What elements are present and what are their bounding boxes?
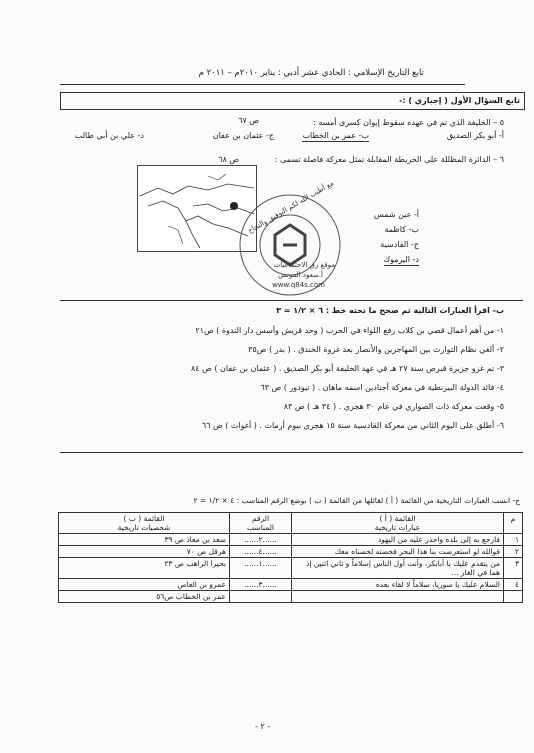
row-answer: ......٣...... — [230, 579, 292, 591]
partc-heading: ج- انسب العبارات التاريخية من القائمة ( أ ) لقائلها من القائمة ( ب ) بوضع الرقم المناسب : ٤ × ١/٢ = ٢ — [193, 496, 520, 505]
q5-option-b: ب- عمر بن الخطاب — [302, 131, 369, 140]
partc-divider — [60, 452, 523, 453]
col-header-list-b: القائمة ( ب ) شخصيات تاريخية — [59, 513, 230, 534]
partb-item-6: ٦- أطلق على اليوم الثاني من معركة القادسية سنة ١٥ هجري بيوم أرماث . ( أغواث ) ص ٦٦ — [201, 421, 504, 430]
table-row — [59, 579, 523, 591]
stamp-line-4: www.q84s.com — [272, 281, 325, 289]
row-answer: ......٢...... — [230, 534, 292, 546]
stamp-line-3: أ.سعود المونس — [278, 271, 323, 279]
partb-item-4: ٤- قائد الدولة البيزنطية في معركة أجنادين اسمه ماهان . ( تيودور ) ص ٦٣ — [260, 383, 504, 392]
table-row — [59, 534, 523, 546]
q6-option-b: ب- كاظمة — [384, 225, 419, 234]
row-index: ٤ — [504, 579, 523, 591]
q5-text: ٥ – الخليفة الذي تم في عهده سقوط إيوان كسرى أمسه : — [313, 118, 504, 127]
section-divider — [60, 300, 523, 301]
partb-heading: ب- اقرأ العبارات التالية ثم صحح ما تحته خط : ٦ × ١/٢ = ٣ — [276, 306, 504, 315]
page-header-title: تابع التاريخ الإسلامي : الحادي عشر أدبي : يناير ٢٠١٠م – ٢٠١١ م — [198, 68, 424, 78]
website-stamp — [235, 179, 345, 300]
table-row — [59, 546, 523, 558]
q5-page: ص ٦٧ — [238, 116, 259, 125]
stamp-line-2: موقع رق الاجتماعيات — [273, 261, 335, 269]
col-header-m: م — [504, 513, 523, 534]
header-rule — [60, 84, 465, 85]
q6-option-c: ج- القادسية — [380, 240, 419, 249]
row-person: بحيرا الراهب ص ٢٣ — [59, 558, 230, 579]
q6-option-d: د- اليرموك — [383, 255, 419, 264]
q1-heading: تابع السؤال الأول ( إجباري ) :- — [399, 96, 520, 105]
q6-page: ص ٦٨ — [218, 155, 239, 164]
q6-option-a: أ- عين شمس — [374, 210, 419, 219]
row-person: عمرو بن العاص — [59, 579, 230, 591]
q5-option-c: ج- عثمان بن عفان — [212, 131, 274, 140]
row-answer — [230, 591, 292, 603]
col-header-list-a: القائمة ( أ ) عبارات تاريخية — [292, 513, 504, 534]
row-statement — [292, 591, 504, 603]
row-person: هرقل ص ٧٠ — [59, 546, 230, 558]
partb-item-5: ٥- وقعت معركة ذات الصواري في عام ٣٠ هجري . ( ٣٤ هـ ) ص ٨٣ — [283, 402, 504, 411]
row-statement: فارجع به إلى بلده واحذر عليه من اليهود — [292, 534, 504, 546]
table-row — [59, 591, 523, 603]
col-header-number: الرقم المناسب — [230, 513, 292, 534]
q6-text: ٦ – الدائرة المظللة على الخريطة المقابلة تمثل معركة فاصلة تسمى : — [274, 155, 504, 164]
row-index — [504, 591, 523, 603]
row-index: ١ — [504, 534, 523, 546]
row-statement: السلام عليك يا سوريا، سلاماً لا لقاء بعده — [292, 579, 504, 591]
row-index: ٣ — [504, 558, 523, 579]
q5-option-d: د- علي بن أبي طالب — [74, 131, 144, 140]
row-statement: فوالله لو استعرضت بنا هذا البحر فخضته لخضناه معك — [292, 546, 504, 558]
table-header-row — [59, 513, 523, 534]
row-person: عمر بن الخطاب ص٥٦ — [59, 591, 230, 603]
table-row — [59, 558, 523, 579]
stamp-line-1: مع أطيب الله لكم التوفيق والنجاح — [246, 179, 336, 235]
partb-item-2: ٢- ألغي نظام التوارث بين المهاجرين والأنصار بعد غزوة الخندق . ( بدر ) ص٣٥ — [248, 345, 504, 354]
row-statement: من يتقدم عليك يا أبابكر، وأنت أول الناس إسلاماً و ثاني اثنين إذ هما في الغار ... — [292, 558, 504, 579]
row-answer: ......٤...... — [230, 546, 292, 558]
row-answer: ......١...... — [230, 558, 292, 579]
partb-item-1: ١- من أهم أعمال قصي بن كلاب رفع اللواء في الحرب ( وحد قريش وأسس دار الندوة ) ص٢١ — [195, 326, 504, 335]
q5-option-a: أ- أبو بكر الصديق — [446, 131, 504, 140]
row-person: سعد بن معاذ ص ٣٩ — [59, 534, 230, 546]
page-number: - ٢ - — [255, 722, 271, 731]
matching-table — [58, 512, 523, 603]
partb-item-3: ٣- تم غزو جزيرة قبرص سنة ٢٧ هـ في عهد الخليفة أبو بكر الصديق . ( عثمان بن عفان ) ص ٨٤ — [190, 364, 504, 373]
row-index: ٢ — [504, 546, 523, 558]
